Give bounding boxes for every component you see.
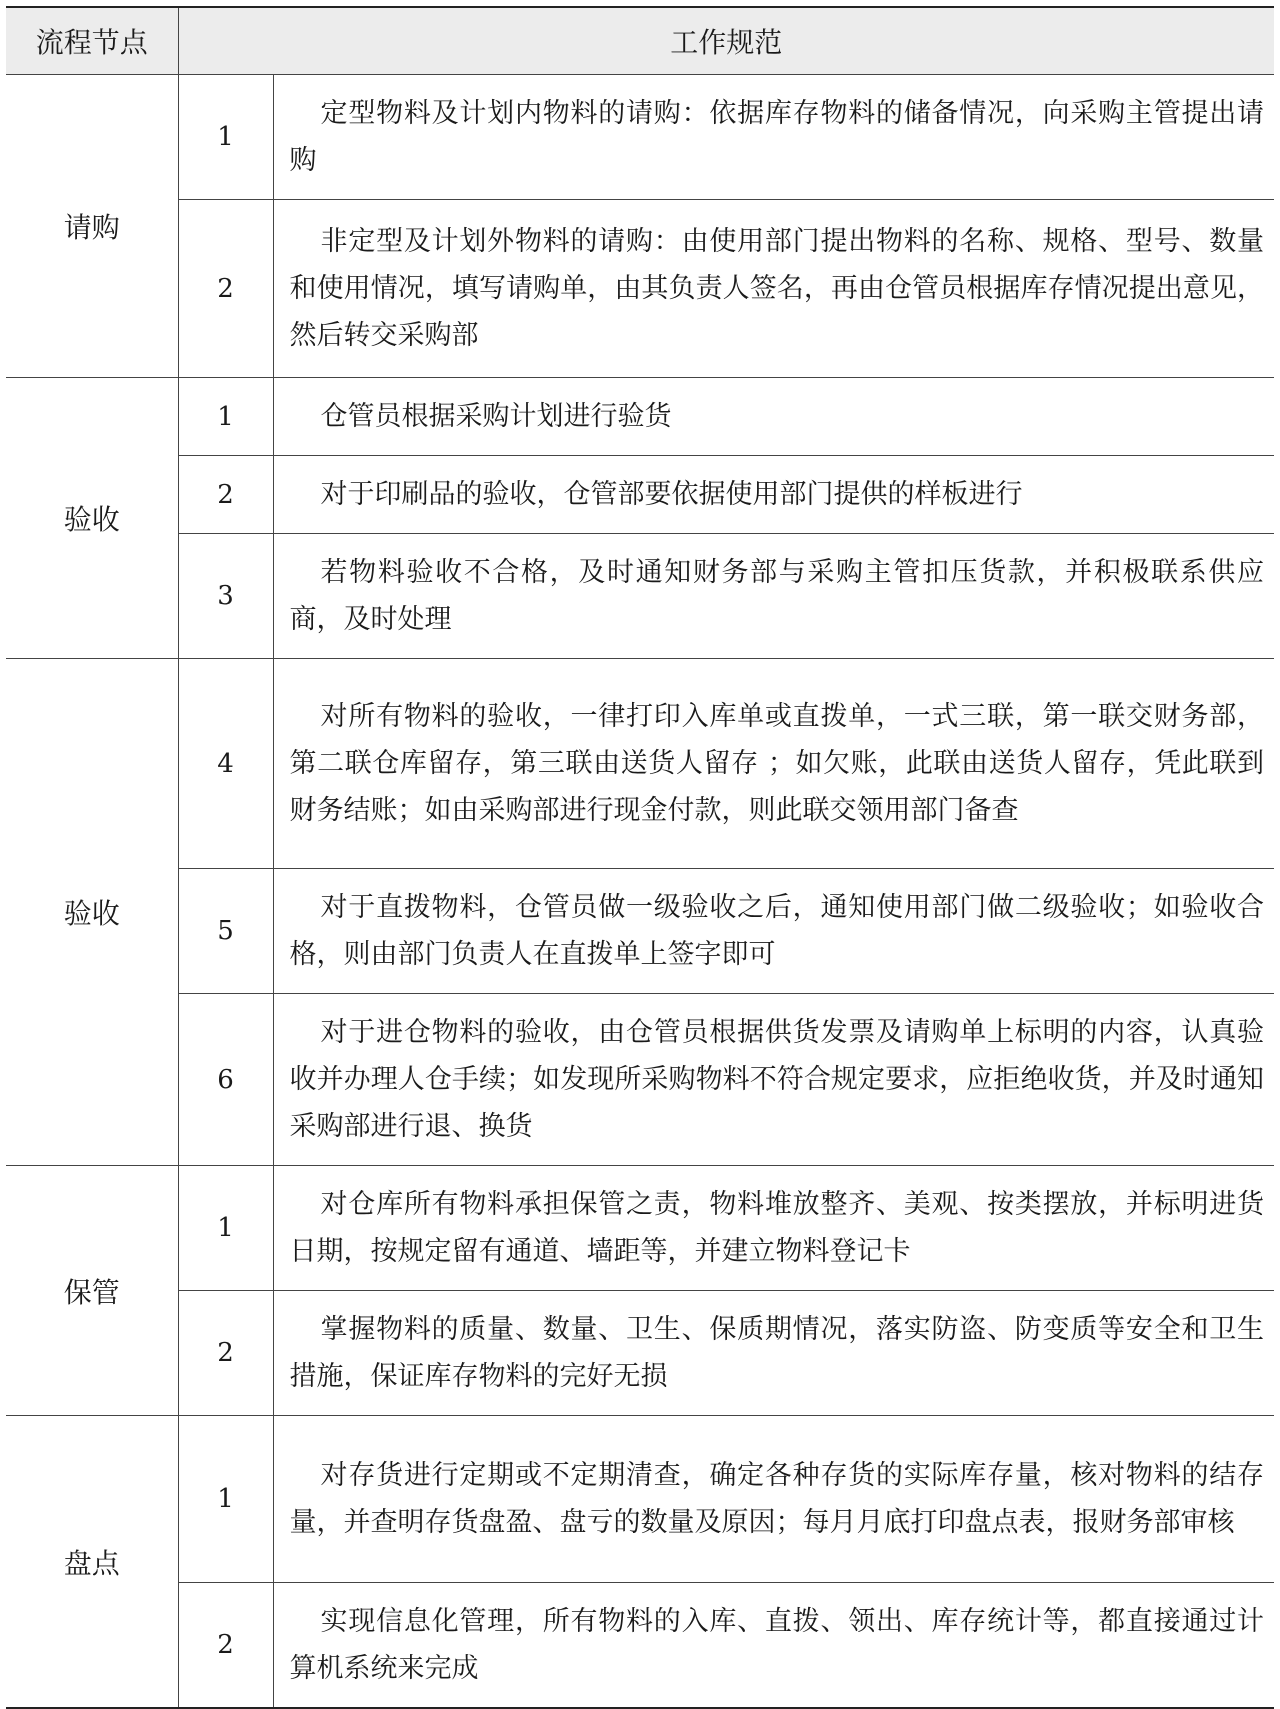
header-process-node: 流程节点 — [6, 7, 178, 75]
row-number: 1 — [178, 75, 273, 200]
row-number: 3 — [178, 534, 273, 659]
table-row — [6, 1416, 1274, 1583]
row-text: 对于进仓物料的验收，由仓管员根据供货发票及请购单上标明的内容，认真验收并办理人仓手续；如发现所采购物料不符合规定要求，应拒绝收货，并及时通知采购部进行退、换货 — [273, 994, 1274, 1166]
row-text: 对于直拨物料，仓管员做一级验收之后，通知使用部门做二级验收；如验收合格，则由部门负责人在直拨单上签字即可 — [273, 869, 1274, 994]
row-number: 2 — [178, 200, 273, 378]
row-number: 6 — [178, 994, 273, 1166]
table-row — [6, 659, 1274, 869]
row-number: 1 — [178, 378, 273, 456]
row-number: 2 — [178, 1583, 273, 1709]
process-spec-table-page — [6, 6, 1274, 1709]
row-text: 掌握物料的质量、数量、卫生、保质期情况，落实防盗、防变质等安全和卫生措施，保证库存物料的完好无损 — [273, 1291, 1274, 1416]
row-text: 定型物料及计划内物料的请购：依据库存物料的储备情况，向采购主管提出请购 — [273, 75, 1274, 200]
row-text: 对所有物料的验收，一律打印入库单或直拨单，一式三联，第一联交财务部，第二联仓库留存，第三联由送货人留存 ；如欠账，此联由送货人留存，凭此联到财务结账；如由采购部进行现金付款，则此联交领用部门备查 — [273, 659, 1274, 869]
table-row — [6, 200, 1274, 378]
table-row — [6, 994, 1274, 1166]
process-spec-table — [6, 6, 1274, 1709]
row-text: 非定型及计划外物料的请购：由使用部门提出物料的名称、规格、型号、数量和使用情况，填写请购单，由其负责人签名，再由仓管员根据库存情况提出意见，然后转交采购部 — [273, 200, 1274, 378]
row-number: 2 — [178, 456, 273, 534]
row-text: 若物料验收不合格，及时通知财务部与采购主管扣压货款，并积极联系供应商，及时处理 — [273, 534, 1274, 659]
header-work-spec: 工作规范 — [178, 7, 1274, 75]
row-number: 5 — [178, 869, 273, 994]
node-cell: 验收 — [6, 659, 178, 1166]
row-text: 仓管员根据采购计划进行验货 — [273, 378, 1274, 456]
row-text: 对存货进行定期或不定期清查，确定各种存货的实际库存量，核对物料的结存量，并查明存货盘盈、盘亏的数量及原因；每月月底打印盘点表，报财务部审核 — [273, 1416, 1274, 1583]
table-row — [6, 75, 1274, 200]
table-row — [6, 534, 1274, 659]
table-row — [6, 1166, 1274, 1291]
row-number: 1 — [178, 1416, 273, 1583]
table-row — [6, 1291, 1274, 1416]
table-row — [6, 1583, 1274, 1709]
row-text: 对于印刷品的验收，仓管部要依据使用部门提供的样板进行 — [273, 456, 1274, 534]
table-header-row — [6, 7, 1274, 75]
row-number: 2 — [178, 1291, 273, 1416]
row-number: 4 — [178, 659, 273, 869]
node-cell: 请购 — [6, 75, 178, 378]
table-row — [6, 456, 1274, 534]
node-cell: 盘点 — [6, 1416, 178, 1709]
table-row — [6, 869, 1274, 994]
row-number: 1 — [178, 1166, 273, 1291]
table-row — [6, 378, 1274, 456]
row-text: 对仓库所有物料承担保管之责，物料堆放整齐、美观、按类摆放，并标明进货日期，按规定留有通道、墙距等，并建立物料登记卡 — [273, 1166, 1274, 1291]
node-cell: 验收 — [6, 378, 178, 659]
row-text: 实现信息化管理，所有物料的入库、直拨、领出、库存统计等，都直接通过计算机系统来完成 — [273, 1583, 1274, 1709]
node-cell: 保管 — [6, 1166, 178, 1416]
